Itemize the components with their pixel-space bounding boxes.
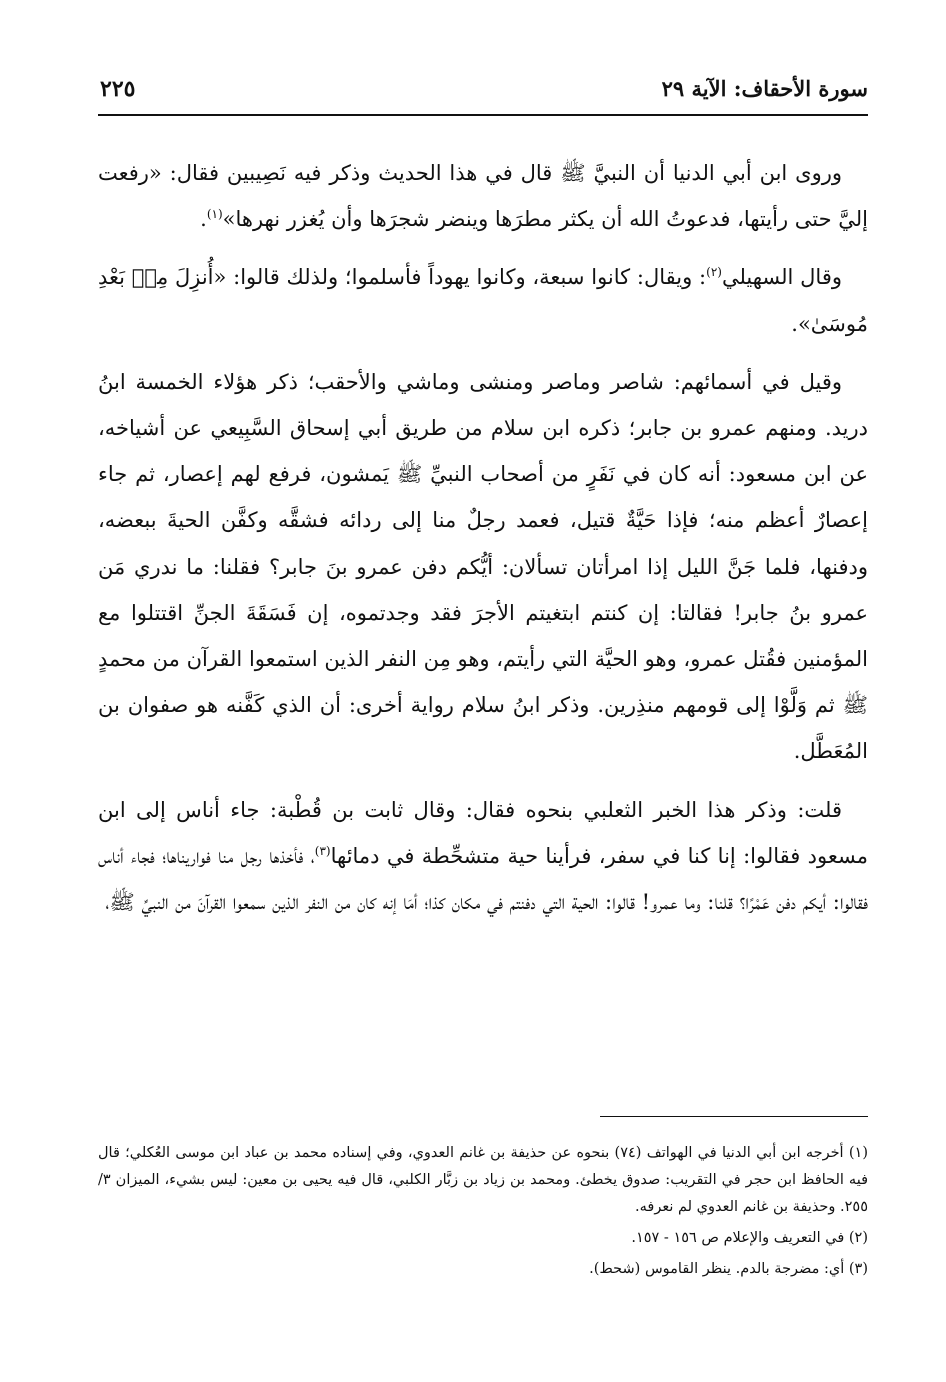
page-number: ٢٢٥ [100,76,136,102]
paragraph [98,359,868,775]
paragraph-tail: : ويقال: كانوا سبعة، وكانوا يهوداً فأسلموا؛ ولذلك قالوا: «أُنزِلَ مِنۢ بَعْدِ مُوسَىٰ». [98,265,868,336]
paragraph-text: وقال السهيلي [721,265,842,290]
footnote-divider [600,1116,868,1117]
paragraph [98,150,868,242]
paragraph-text: وقيل في أسمائهم: شاصر وماصر ومنشى وماشي والأحقب؛ ذكر هؤلاء الخمسة ابنُ دريد. ومنهم عمرو بن جابر؛ ذكره ابن سلام من طريق أبي إسحاق السَّبِيعي عن أشياخه، عن ابن مسعود: أنه كان في نَفَرٍ من أصحاب النبيِّ ﷺ يَمشون، فرفع لهم إعصار، ثم جاء إعصارٌ أعظم منه؛ فإذا حَيَّةٌ قتيل، فعمد رجلٌ منا إلى ردائه فشقَّه وكفَّن الحيةَ ببعضه، ودفنها، فلما جَنَّ الليل إذا امرأتان تسألان: أيُّكم دفن عمرو بنَ جابر؟ فقلنا: ما ندري مَن عمرو بنُ جابر! فقالتا: إن كنتم ابتغيتم الأجرَ فقد وجدتموه، إن فَسَقَةَ الجنِّ اقتتلوا مع المؤمنين فقُتل عمرو، وهو الحيَّة التي رأيتم، وهو مِن النفر الذين استمعوا القرآن من محمدٍ ﷺ ثم وَلَّوْا إلى قومهم منذِرين. وذكر ابنُ سلام رواية أخرى: أن الذي كَفَّنه هو صفوان بن المُعَطَّل. [98,369,868,764]
footnote: (١) أخرجه ابن أبي الدنيا في الهواتف (٧٤) بنحوه عن حذيفة بن غانم العدوي، وفي إسناده محمد بن عباد ابن موسى العُكلي؛ قال فيه الحافظ ابن حجر في التقريب: صدوق يخطئ. ومحمد بن زياد بن زبَّار الكلبي، قال فيه يحيى بن معين: ليس بشيء، الميزان ٣/ ٢٥٥. وحذيفة بن غانم العدوي لم نعرفه. [98,1145,868,1215]
paragraph [98,254,868,346]
running-header [98,72,868,116]
surah-title: سورة الأحقاف: الآية ٢٩ [661,76,868,101]
footnote-ref: (٣) [314,843,331,858]
paragraph-tail: . [200,207,207,232]
footnote-ref: (١) [206,207,223,222]
footnote: (٣) أي: مضرجة بالدم. ينظر القاموس (شحط). [589,1261,868,1277]
footnote: (٢) في التعريف والإعلام ص ١٥٦ - ١٥٧. [631,1230,868,1246]
main-text [98,150,868,937]
footnotes [98,1140,868,1287]
paragraph-tail: ، فأخذها رجل منا فواريناها؛ فجاء أناس فقالوا: أيكم دفن عَمْرًا؟ قلنا: وما عمرو! قالوا: الحية التي دفنتم في مكان كذا؛ أمَا إنه كان من النفر الذين سمعوا القرآنَ من النبيِّ ﷺ، [98,843,868,915]
paragraph-text: قلت: وذكر هذا الخبر الثعلبي بنحوه فقال: وقال ثابت بن قُطْبة: جاء أناس إلى ابن مسعود فقالوا: إنا كنا في سفر، فرأينا حية متشحِّطة في دمائها [98,797,868,868]
footnote-ref: (٢) [706,265,722,280]
paragraph [98,787,868,926]
paragraph-text: وروى ابن أبي الدنيا أن النبيَّ ﷺ قال في هذا الحديث وذكر فيه نَصِيبين فقال: «رفعت إليَّ حتى رأيتها، فدعوتُ الله أن يكثر مطرَها وينضر شجرَها وأن يُغزر نهرها» [98,161,868,232]
